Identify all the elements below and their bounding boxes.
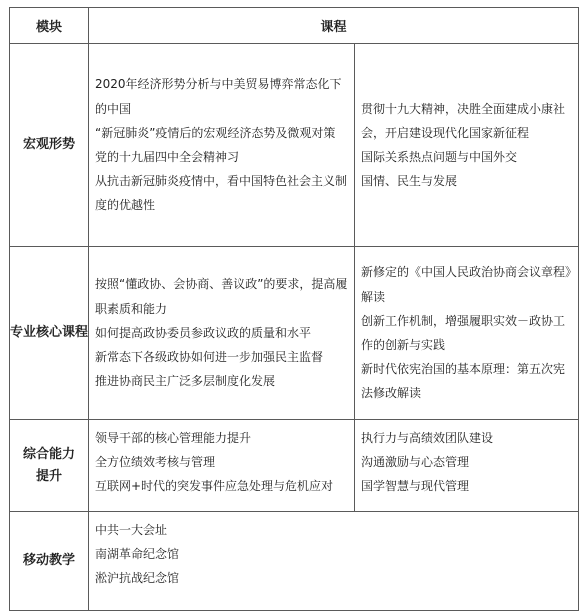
course-cell-right [355,247,579,420]
course-item: 党的十九届四中全会精神习 [95,150,240,164]
module-line: 提升 [35,468,62,484]
course-item: 从抗击新冠肺炎疫情中，看中国特色社会主义制度的优越性 [95,174,348,213]
course-item: 淞沪抗战纪念馆 [95,571,180,586]
module-cell: 专业核心课程 [10,247,89,420]
course-item: “新冠肺炎”疫情后的宏观经济态势及微观对策 [95,125,336,140]
course-item: 新常态下各级政协如何进一步加强民主监督 [95,350,324,365]
header-row [10,8,579,44]
course-cell-right [355,44,579,247]
module-cell: 宏观形势 [10,44,89,247]
course-item: 按照“懂政协、会协商、善议政”的要求，提高履职素质和能力 [95,277,348,316]
course-item: 沟通激励与心态管理 [361,455,470,470]
header-course: 课程 [89,8,579,44]
course-item: 新修定的《中国人民政治协商会议章程》解读 [361,265,572,304]
course-item: 南湖革命纪念馆 [95,547,180,562]
course-item: 国学智慧与现代管理 [361,479,470,494]
course-table [9,7,579,611]
course-item: 推进协商民主广泛多层制度化发展 [95,374,276,389]
course-cell-right [355,420,579,512]
course-item: 领导干部的核心管理能力提升 [95,431,252,445]
course-cell-left [89,247,355,420]
module-cell [10,420,89,512]
course-item: 执行力与高绩效团队建设 [361,431,494,445]
course-item: 如何提高政协委员参政议政的质量和水平 [95,325,312,340]
course-item: 中共一大会址 [95,523,168,537]
course-item: 国情、民生与发展 [361,174,458,189]
table-row [10,512,579,611]
course-item: 新时代依宪治国的基本原理：第五次宪法修改解读 [361,362,566,401]
table-row [10,44,579,247]
course-item: 互联网+时代的突发事件应急处理与危机应对 [95,479,334,494]
course-item: 2020年经济形势分析与中美贸易博弈常态化下的中国 [95,77,342,116]
table-row [10,247,579,420]
course-item: 创新工作机制，增强履职实效－政协工作的创新与实践 [361,313,566,352]
course-cell-left [89,420,355,512]
header-module: 模块 [10,8,89,44]
course-cell-left [89,44,355,247]
course-item: 国际关系热点问题与中国外交 [361,150,518,164]
course-item: 贯彻十九大精神，决胜全面建成小康社会，开启建设现代化国家新征程 [361,101,566,140]
course-cell-wide [89,512,579,611]
table-row [10,420,579,512]
module-line: 综合能力 [22,446,75,462]
course-item: 全方位绩效考核与管理 [95,455,216,470]
module-cell: 移动教学 [10,512,89,611]
